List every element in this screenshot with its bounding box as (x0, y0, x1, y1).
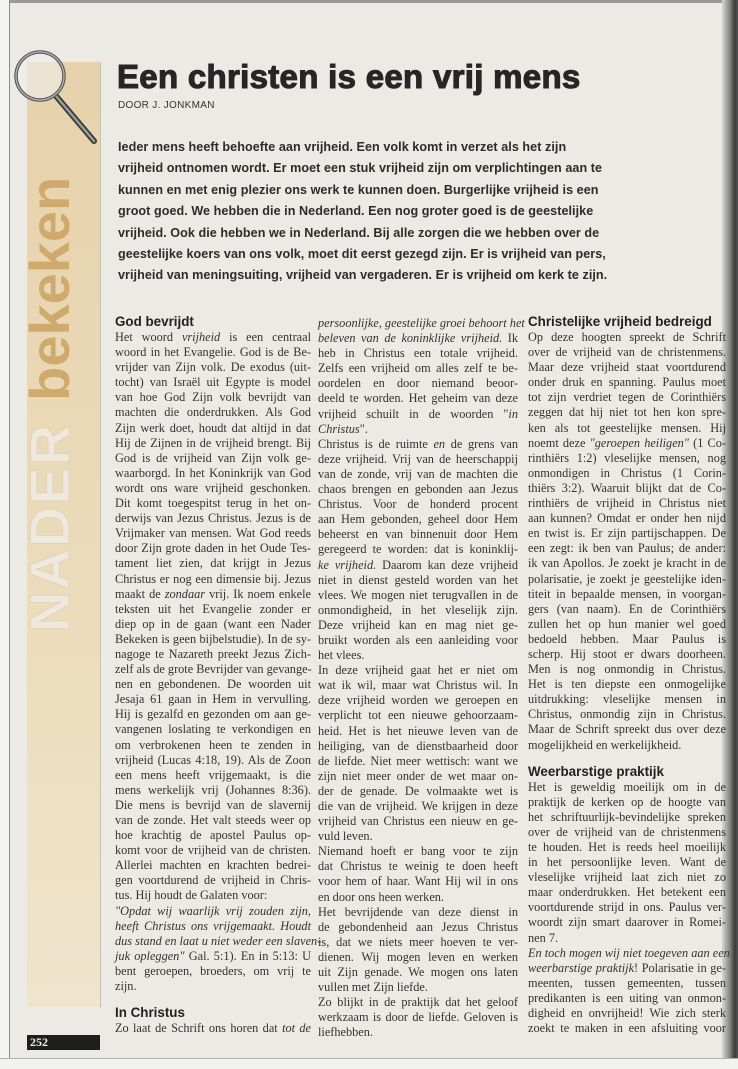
text-line: noemt deze "geroepen heiligen" (1 Co- (528, 435, 726, 450)
text-line: predikanten is een uiting van onmon- (528, 990, 726, 1005)
text-line: Bekeken is geen bijbelstudie). In de sy- (115, 631, 311, 646)
text-line: die van de vrijheid. We krijgen in deze (318, 799, 518, 813)
text-line: in het persoonlijke leven. Want de (528, 855, 726, 870)
text-line: Hij de Zijnen in de vrijheid brengt. Bij (115, 435, 311, 450)
text-line: hoe krachtig de apostel Paulus op- (115, 828, 311, 843)
text-line: ken als tot geestelijke mensen. Hij (528, 420, 726, 435)
paragraph (528, 780, 726, 946)
text-line: deze vrijheid worden we geroepen en (318, 693, 518, 708)
text-line: thiërs 3:2). Waaruit blijkt dat de Co- (528, 480, 726, 495)
text-line: nen en gebondenen. De woorden uit (115, 677, 311, 692)
text-line: te houden. Het is reeds heel moeilijk (528, 840, 726, 854)
text-line: Christus. Voor de honderd procent (318, 497, 518, 512)
text-line: gen voortdurend de vrijheid in Chris- (115, 873, 311, 888)
intro-line: groot goed. We hebben die in Nederland. Een nog groter goed is de geestelijke (118, 204, 594, 219)
text-line: vlees. We mogen niet terugvallen in de (318, 587, 518, 602)
magnifier-icon (12, 48, 102, 148)
text-line: voortdurende strijd in ons. Paulus ver- (528, 900, 726, 915)
paragraph (318, 995, 518, 1040)
text-line: Christus". (318, 421, 368, 436)
paragraph (528, 330, 726, 753)
text-line: bedoeld hebben. Maar Paulus is (528, 631, 726, 646)
text-line: dienen. Wij mogen leven en werken (318, 949, 518, 964)
text-line: de gebondenheid aan Jezus Christus (318, 919, 518, 934)
text-line: voor hem of haar. Want Hij wil in ons (318, 874, 518, 889)
text-line: over de vrijheid van de christenmens (528, 824, 726, 839)
text-line: tocht) van Israël uit Egypte is model (115, 375, 311, 390)
text-line: gers (van naam). En de Corinthiërs (528, 601, 726, 616)
text-line: "Opdat wij waarlijk vrij zouden zijn, (115, 903, 311, 918)
text-line: Deze vrijheid kan en mag niet ge- (318, 617, 518, 632)
page-number: 252 (27, 1035, 100, 1050)
text-line: aan Hem gebonden, geheel door Hem (318, 512, 518, 527)
text-line: polarisatie, je zoekt je geestelijke iden- (528, 571, 726, 586)
text-line: Het is ten diepste een onmogelijke (528, 677, 726, 692)
text-line: Maar de Schrift spreekt dus over deze (528, 722, 726, 737)
text-line: beheerst en van binnenuit door Hem (318, 527, 518, 542)
text-line: om verbrokenen heen te zenden in (115, 737, 311, 752)
text-line: zijn. (115, 979, 137, 994)
intro-line: vrijheid. Ook die hebben we in Nederland. Bij alle zorgen die we hebben over de (118, 225, 600, 240)
text-line: Die mens is bevrijd van de slavernij (115, 797, 311, 812)
text-line: rinthiërs de vrijheid in Christus niet (528, 496, 726, 511)
intro-line: Ieder mens heeft behoefte aan vrijheid. Een volk komt in verzet als het zijn (118, 140, 567, 154)
text-line: heeft Christus ons vrijgemaakt. Houdt (115, 918, 311, 933)
text-line: heiliging, van de dienstbaarheid door (318, 738, 518, 753)
text-line: wordt ons ware vrijheid geschonken. (115, 480, 311, 495)
text-line: titeit in bepaalde mensen, in voorgan- (528, 586, 726, 601)
paragraph (115, 1021, 311, 1036)
text-line: vullen met Zijn liefde. (318, 980, 428, 995)
text-line: deze vrijheid. Vrij van de heerschappij (318, 451, 518, 466)
paragraph (318, 663, 518, 844)
text-line: juk opleggen" Gal. 5:1). En in 5:13: U (115, 948, 311, 963)
paragraph (115, 330, 311, 904)
intro-line: kunnen en met enig plezier ons werk te kunnen doen. Burgerlijke vrijheid is een (118, 182, 599, 197)
text-line: Zo laat de Schrift ons horen dat tot de (115, 1021, 312, 1036)
section-heading: Weerbarstige praktijk (528, 763, 664, 779)
paragraph (318, 844, 518, 904)
text-line: Allerlei machten en krachten bedrei- (115, 858, 311, 873)
text-line: vuld leven. (318, 829, 373, 844)
text-line: van hoe God Zijn volk bevrijdt van (115, 390, 311, 405)
text-line: uit Zijn genade. We mogen ons laten (318, 965, 518, 980)
text-line: Het is geweldig moeilijk om in de (528, 779, 726, 794)
section-heading: God bevrijdt (115, 314, 194, 329)
text-line: Op deze hoogten spreekt de Schrift (528, 330, 726, 344)
text-line: weerbarstige praktijk! Polarisatie in ge- (528, 960, 726, 975)
text-line: zullen het op hun manier wel goed (528, 616, 726, 631)
text-line: Men is nog onmondig in Christus. (528, 662, 726, 677)
text-line: liefhebben. (318, 1025, 373, 1040)
text-line: derwijs van Jezus Christus. Jezus is de (115, 511, 311, 526)
scan-edge-top (0, 0, 738, 3)
text-line: En toch mogen wij niet toegeven aan een (528, 945, 730, 960)
text-line: onder druk en spanning. Paulus moet (528, 375, 726, 390)
text-line: heid. Het is het nieuwe leven van de (318, 723, 518, 738)
text-line: Dit komt toegespitst terug in het on- (115, 496, 311, 511)
text-line: vrijheid (Lucas 4:18, 19). Als de Zoon (115, 752, 311, 767)
text-line: God is de vrijheid van Zijn volk ge- (115, 450, 311, 465)
text-line: Christus er nog een dimensie bij. Jezus (115, 571, 311, 586)
vertical-divider (100, 62, 101, 1008)
text-line: machten die onderdrukken. Als God (115, 405, 311, 420)
section-heading: Christelijke vrijheid bedreigd (528, 314, 712, 329)
text-line: Het woord vrijheid is een centraal (115, 330, 311, 344)
text-line: waarborgd. In het Koninkrijk van God (115, 465, 311, 480)
article-intro (118, 137, 638, 287)
paragraph (318, 437, 518, 663)
text-line: heb in Christus een totale vrijheid. (318, 346, 518, 361)
text-line: Maar deze vrijheid staat voortdurend (528, 360, 726, 375)
text-line: Zijn werk doet, houdt dat altijd in dat (115, 420, 311, 435)
section-label-nader: NADER (18, 422, 81, 632)
text-line: door Zijn grote daden in het Oude Tes- (115, 541, 311, 556)
text-line: Zelfs een vrijheid om alles zelf te be- (318, 361, 518, 376)
text-column-3 (528, 314, 730, 1036)
text-line: vrijheid van Christus een nieuw en ge- (318, 814, 518, 829)
text-line: vrijder van Zijn volk. De exodus (uit- (115, 360, 311, 375)
text-line: dat Christus te weinig te doen heeft (318, 859, 518, 874)
section-heading: In Christus (115, 1005, 185, 1021)
text-line: digheid en onvrijheid! Wie zich sterk (528, 1006, 726, 1021)
text-line: oordelen en door niemand beoor- (318, 376, 518, 391)
text-line: tot zijn verdriet tegen de Corinthiërs (528, 390, 726, 405)
text-line: Zo blijkt in de praktijk dat het geloof (318, 995, 518, 1010)
text-line: dus stand en laat u niet weder een slaven- (115, 933, 322, 948)
text-line: verplicht tot een nieuwe gehoorzaam- (318, 708, 518, 723)
text-line: chaos brengen en gebonden aan Jezus (318, 482, 518, 497)
text-line: van de zonde. Het valt steeds weer op (115, 813, 311, 827)
text-line: het vlees. (318, 648, 365, 663)
article-byline: DOOR J. JONKMAN (118, 100, 215, 111)
intro-line: vrijheid van meningsuiting, vrijheid van vergaderen. Er is vrijheid om kerk te zijn. (118, 268, 608, 283)
text-line: Niemand hoeft er bang voor te zijn (318, 844, 518, 859)
text-line: het schriftuurlijk-bevindelijke spreken (528, 809, 726, 824)
text-line: Het bevrijdende van deze dienst in (318, 904, 518, 919)
text-line: praktijk de kerken op de hoogte van (528, 794, 726, 809)
intro-line: geestelijke koers van ons volk, moet dit eerst gezegd zijn. Er is vrijheid van pers, (118, 247, 606, 262)
text-line: bent geroepen, broeders, om vrij te (115, 963, 311, 978)
text-line: maakt de zondaar vrij. Ik noem enkele (115, 586, 311, 601)
text-line: mens werkelijk vrij (Johannes 8:36). (115, 782, 311, 797)
text-line: meenten, tussen gemeenten, tussen (528, 975, 726, 990)
scan-edge-bottom (0, 1058, 738, 1069)
text-line: scherp. Hij stoot er dwars doorheen. (528, 646, 726, 661)
intro-line: vrijheid ontnomen wordt. Er moet een stuk vrijheid zijn om verplichtingen aan te (118, 161, 603, 176)
text-column-2 (318, 316, 525, 1041)
text-line: is, dat we niets meer hoeven te ver- (318, 934, 518, 949)
text-line: aan kunnen? Omdat er onder hen nijd (528, 511, 726, 526)
text-line: ke vrijheid. Daarom kan deze vrijheid (318, 557, 518, 572)
text-line: werkzaam is door de liefde. Geloven is (318, 1010, 518, 1025)
text-line: Christus, onmondig zijn in Christus. (528, 707, 726, 722)
scan-edge-left (0, 0, 10, 1068)
text-line: komt voor de vrijheid van de christen. (115, 843, 311, 858)
text-line: woordt zijn smart daarover in Romei- (528, 915, 726, 930)
section-label-bekeken: bekeken (18, 176, 81, 401)
text-line: de liefde. Niet meer wettisch: want we (318, 753, 518, 768)
text-line: Vrijmaker van mensen. Wat God reeds (115, 526, 311, 541)
text-line: nagoge te Nazareth preekt Jezus Zich- (115, 646, 311, 661)
text-line: zeggen dat hij niet tot hen kon spre- (528, 405, 726, 420)
paragraph (528, 945, 730, 1037)
text-line: In deze vrijheid gaat het er niet om (318, 663, 518, 678)
text-line: diep op in de gaan (want een Nader (115, 616, 311, 631)
text-line: Christus is de ruimte en de grens van (318, 436, 518, 451)
text-line: vrijheid schuilt in de woorden "in (318, 406, 518, 421)
text-line: niet in dienst gesteld worden van het (318, 572, 518, 587)
text-line: zoekt te maken in een afsluiting voor (528, 1021, 726, 1036)
text-line: en twist is. Er zijn partijschappen. De (528, 526, 726, 541)
text-column-1 (115, 314, 322, 1036)
text-line: tus. Hij houdt de Galaten voor: (115, 888, 268, 903)
text-line: beleven van de koninklijke vrijheid. Ik (318, 331, 518, 346)
text-line: maar onderdrukken. Het betekent een (528, 885, 726, 900)
text-line: onmondigen in Christus (1 Corin- (528, 465, 726, 480)
text-line: uitdrukking: vleselijke mensen in (528, 692, 726, 707)
paragraph (115, 903, 322, 995)
paragraph (318, 316, 525, 437)
text-line: van de zonde, vrij van de machten die (318, 466, 518, 481)
text-line: zelf als de grote Bevrijder van gevange- (115, 662, 312, 677)
article-title: Een christen is een vrij mens (117, 58, 581, 95)
text-line: vangenen loslating te verkondigen en (115, 722, 311, 737)
text-line: tament liet zien, dat krijgt in Jezus (115, 556, 311, 571)
text-line: persoonlijke, geestelijke groei behoort het (318, 316, 525, 330)
text-line: nen 7. (528, 930, 559, 945)
text-line: geregeerd te worden: dat is koninklij- (318, 542, 518, 557)
text-line: rinthiërs 1:2) vleselijke mensen, nog (528, 450, 726, 465)
text-line: bruikt worden als een aanleiding voor (318, 632, 518, 647)
text-line: teksten uit het Evangelie zonder er (115, 601, 311, 616)
paragraph (318, 905, 518, 996)
text-line: zijn niet meer onder de wet maar on- (318, 768, 518, 783)
text-line: Hij is gezalfd en gezonden om aan ge- (115, 707, 311, 722)
text-line: over de vrijheid van de christenmens. (528, 345, 726, 360)
text-line: onmondigheid, in het vleselijk zijn. (318, 602, 518, 617)
text-line: ik van Apollos. Je zoekt je kracht in de (528, 556, 726, 571)
text-line: der de genade. De volmaakte wet is (318, 783, 518, 798)
text-line: woord in het Evangelie. God is de Be- (115, 345, 311, 360)
text-line: mogelijkheid en werkelijkheid. (528, 737, 682, 752)
text-line: en door ons heen werken. (318, 889, 445, 904)
section-label (18, 142, 81, 632)
text-line: Jesaja 61 gaan in Hem in vervulling. (115, 692, 311, 707)
text-line: deeld te worden. Het geheim van deze (318, 391, 518, 406)
text-line: vleselijke vrijheid laat zich niet zo (528, 870, 726, 885)
text-line: een zegt: ik ben van Paulus; de ander: (528, 541, 726, 556)
text-line: wat ik wil, maar wat Christus wil. In (318, 678, 518, 693)
text-line: een mens heeft vrijgemaakt, is die (115, 767, 311, 782)
